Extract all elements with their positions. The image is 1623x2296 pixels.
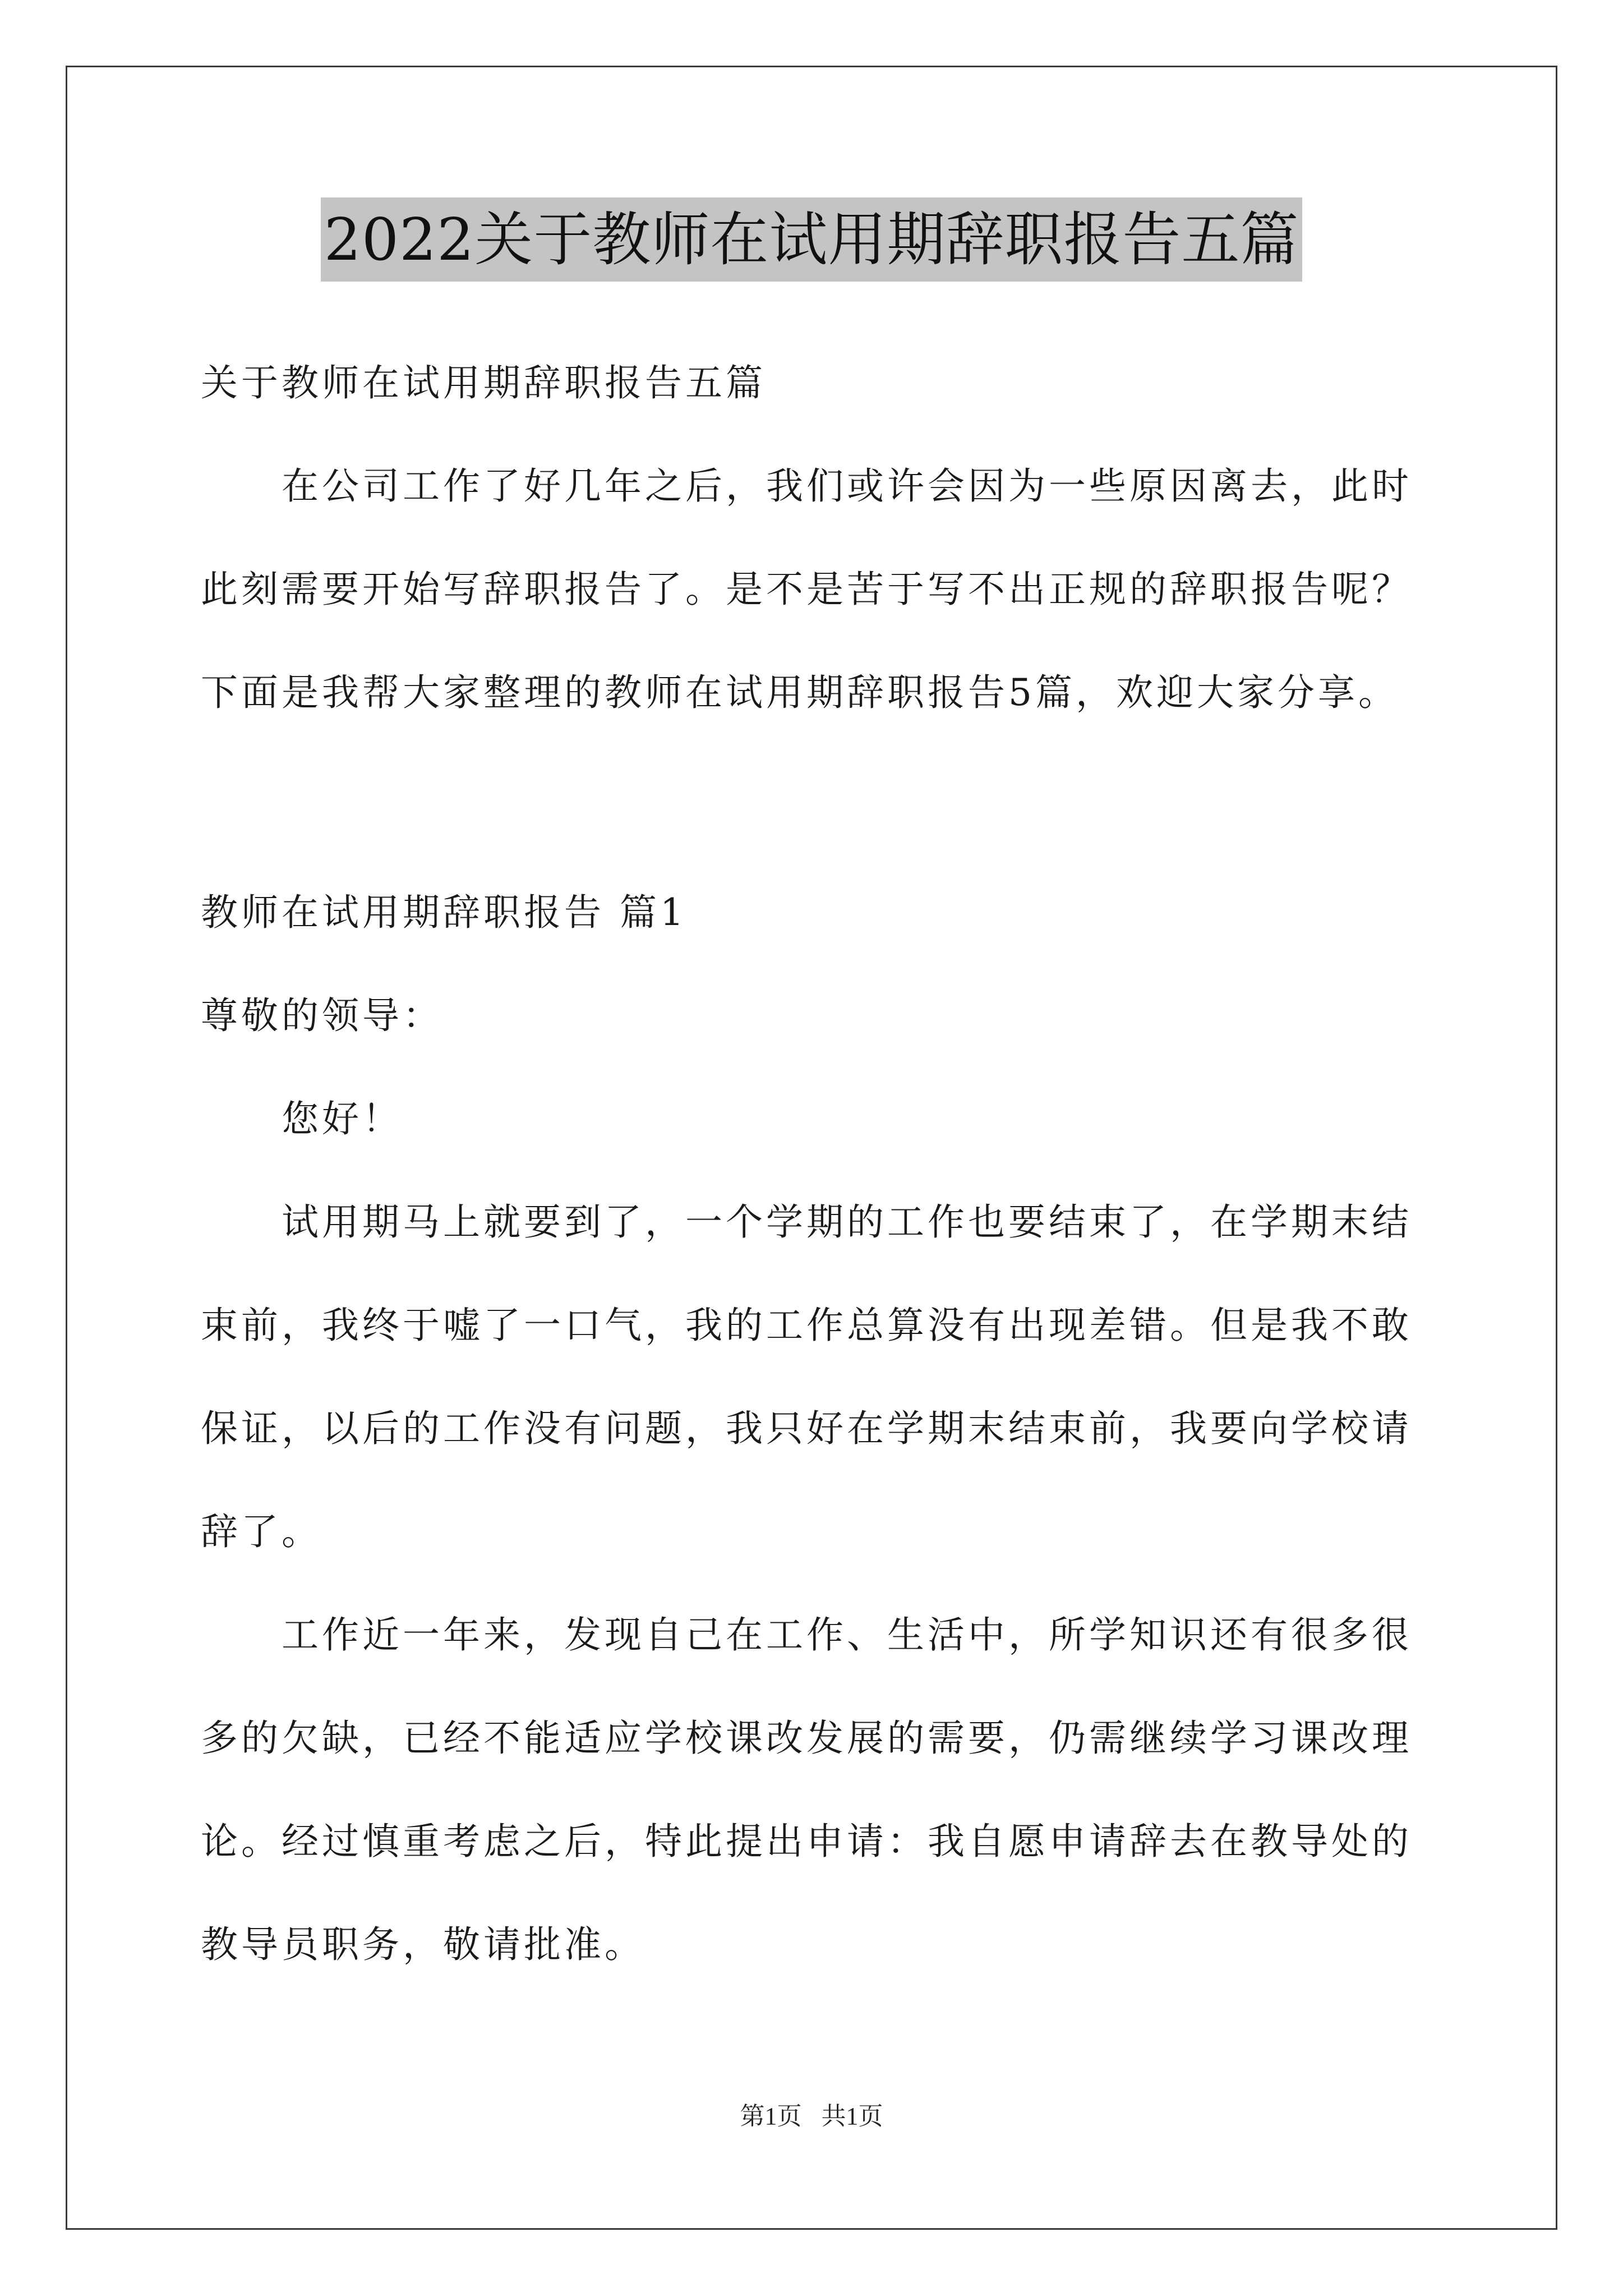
paragraph-line: 辞了。 [201,1510,322,1553]
paragraph-line: 此刻需要开始写辞职报告了。是不是苦于写不出正规的辞职报告呢？ [201,568,1412,611]
section-heading: 教师在试用期辞职报告 篇1 [201,891,687,934]
document-title: 2022关于教师在试用期辞职报告五篇 [321,197,1303,282]
paragraph-line: 教导员职务，敬请批准。 [201,1923,645,1966]
salutation: 尊敬的领导： [201,994,443,1037]
paragraph-line: 束前，我终于嘘了一口气，我的工作总算没有出现差错。但是我不敢 [201,1304,1412,1347]
paragraph-line: 保证，以后的工作没有问题，我只好在学期末结束前，我要向学校请 [201,1407,1412,1450]
title-container [0,197,1623,282]
greeting: 您好！ [282,1097,403,1140]
paragraph-line: 论。经过慎重考虑之后，特此提出申请：我自愿申请辞去在教导处的 [201,1820,1412,1863]
subtitle-line: 关于教师在试用期辞职报告五篇 [201,361,766,404]
page-number-current: 第1页 [740,2102,802,2130]
paragraph-line: 多的欠缺，已经不能适应学校课改发展的需要，仍需继续学习课改理 [201,1717,1412,1760]
paragraph-line: 试用期马上就要到了，一个学期的工作也要结束了，在学期末结 [282,1200,1412,1244]
paragraph-line: 下面是我帮大家整理的教师在试用期辞职报告5篇，欢迎大家分享。 [201,671,1399,714]
page-footer [0,2100,1623,2133]
paragraph-line: 工作近一年来，发现自己在工作、生活中，所学知识还有很多很 [282,1613,1412,1657]
page-number-total: 共1页 [821,2102,883,2130]
paragraph-line: 在公司工作了好几年之后，我们或许会因为一些原因离去，此时 [282,464,1412,508]
